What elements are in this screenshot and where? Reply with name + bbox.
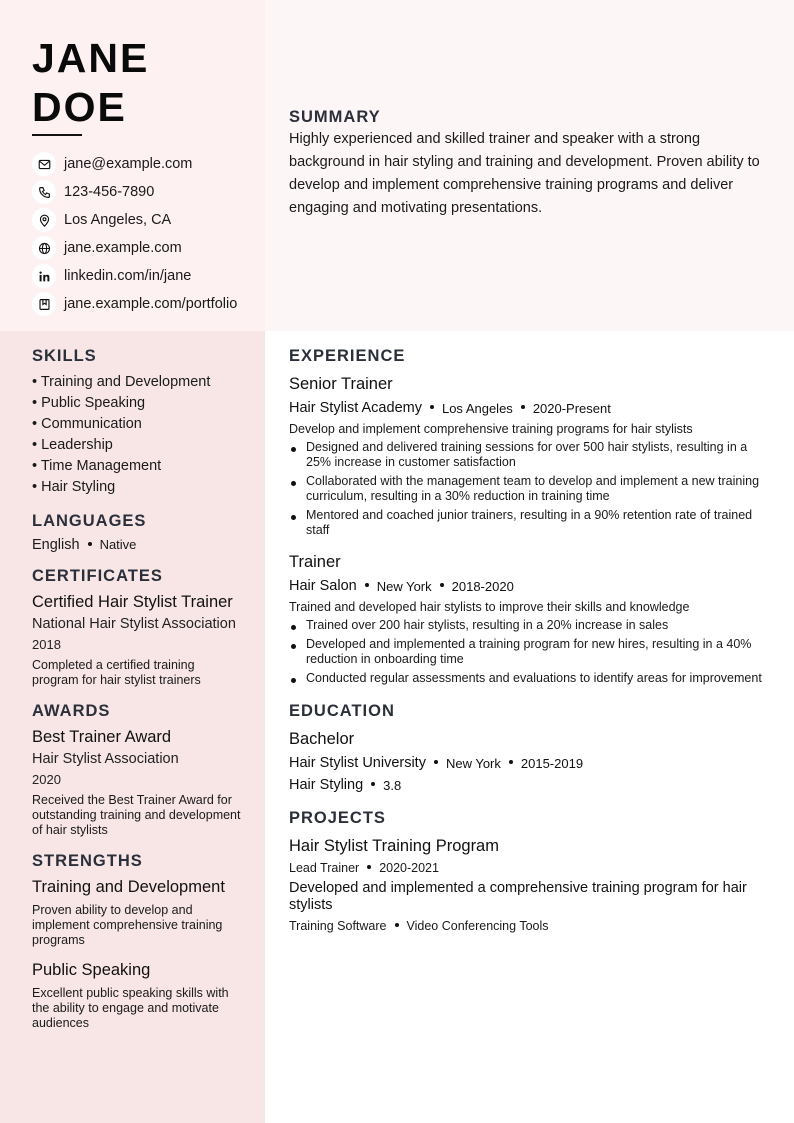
experience-section: [289, 347, 773, 686]
education-gpa: 3.8: [383, 777, 402, 793]
contact-website[interactable]: [32, 234, 237, 262]
education-location: New York: [445, 755, 501, 771]
contact-location: [32, 206, 237, 234]
job-bullet: Developed and implemented a training program for new hires, resulting in a 40% reduction in onboarding time: [289, 637, 773, 667]
project-tools: [289, 919, 773, 933]
contact-website-text: jane.example.com: [64, 240, 182, 256]
award-year: 2020: [32, 772, 61, 787]
job-bullets: [289, 440, 773, 538]
project-role: Lead Trainer: [289, 861, 360, 875]
job-meta: [289, 578, 773, 594]
contact-phone-text: 123-456-7890: [64, 184, 155, 200]
language-level: Native: [99, 537, 137, 552]
project-dates: 2020-2021: [379, 861, 439, 875]
strength-title: Training and Development: [32, 878, 225, 896]
candidate-name: [32, 34, 149, 132]
contact-email-text: jane@example.com: [64, 156, 193, 172]
certificates-heading: CERTIFICATES: [32, 567, 163, 585]
last-name: DOE: [32, 84, 127, 130]
skills-section: [32, 347, 242, 498]
skills-heading: SKILLS: [32, 347, 97, 365]
sidebar-content: [32, 347, 242, 1031]
separator-dot: [365, 583, 369, 587]
name-divider: [32, 134, 82, 136]
contact-list: [32, 150, 237, 318]
job-location: New York: [376, 578, 432, 594]
strength-description: Excellent public speaking skills with the ability to engage and motivate audiences: [32, 986, 229, 1030]
language-name: English: [32, 537, 80, 553]
education-field-meta: [289, 777, 773, 793]
languages-heading: LANGUAGES: [32, 512, 147, 530]
phone-icon: [32, 180, 56, 204]
project-meta: [289, 861, 773, 875]
project-tool: Training Software: [289, 919, 387, 933]
job-company: Hair Salon: [289, 578, 357, 594]
certificate-description: Completed a certified training program for hair stylist trainers: [32, 658, 201, 687]
job-dates: 2018-2020: [451, 578, 514, 594]
job-summary: Develop and implement comprehensive training programs for hair stylists: [289, 422, 693, 436]
job-bullet: Trained over 200 hair stylists, resulting in a 20% increase in sales: [289, 618, 773, 633]
contact-linkedin-text: linkedin.com/in/jane: [64, 268, 192, 284]
separator-dot: [430, 405, 434, 409]
separator-dot: [440, 583, 444, 587]
skill-item: • Training and Development: [32, 374, 211, 390]
project-description: Developed and implemented a comprehensive training program for hair stylists: [289, 880, 747, 913]
contact-portfolio-text: jane.example.com/portfolio: [64, 296, 238, 312]
education-field: Hair Styling: [289, 777, 364, 793]
projects-heading: PROJECTS: [289, 809, 386, 827]
strengths-heading: STRENGTHS: [32, 852, 143, 870]
strength-description: Proven ability to develop and implement comprehensive training programs: [32, 903, 223, 947]
separator-dot: [434, 760, 438, 764]
location-pin-icon: [32, 208, 56, 232]
strength-title: Public Speaking: [32, 961, 151, 979]
language-item: [32, 537, 242, 553]
project-title: Hair Stylist Training Program: [289, 837, 499, 855]
job-bullet: Collaborated with the management team to develop and implement a new training curriculum, resulting in a 30% reduction in training time: [289, 474, 773, 504]
job-bullet: Designed and delivered training sessions for over 500 hair stylists, resulting in a 25% increase in customer satisfaction: [289, 440, 773, 470]
summary-text: Highly experienced and skilled trainer and speaker with a strong background in hair styling and training and development. Proven ability to develop and implement comprehensive training programs and deliver engaging and motivating presentations.: [289, 131, 760, 216]
job-role: Senior Trainer: [289, 375, 393, 393]
education-heading: EDUCATION: [289, 702, 395, 720]
experience-item: [289, 552, 773, 686]
contact-email[interactable]: [32, 150, 237, 178]
skill-item: • Public Speaking: [32, 395, 146, 411]
award-issuer: Hair Stylist Association: [32, 751, 179, 767]
contact-linkedin[interactable]: [32, 262, 237, 290]
job-bullet: Conducted regular assessments and evaluations to identify areas for improvement: [289, 671, 773, 686]
skill-item: • Time Management: [32, 458, 162, 474]
linkedin-icon: [32, 264, 56, 288]
experience-heading: EXPERIENCE: [289, 347, 406, 365]
job-dates: 2020-Present: [532, 400, 611, 416]
education-section: [289, 702, 773, 793]
project-tool: Video Conferencing Tools: [406, 919, 549, 933]
separator-dot: [367, 865, 371, 869]
job-summary: Trained and developed hair stylists to improve their skills and knowledge: [289, 600, 690, 614]
summary-heading: SUMMARY: [289, 108, 381, 126]
education-dates: 2015-2019: [520, 755, 584, 771]
experience-item: [289, 374, 773, 538]
separator-dot: [371, 782, 375, 786]
separator-dot: [88, 542, 92, 546]
award-title: Best Trainer Award: [32, 728, 172, 746]
strengths-section: [32, 852, 242, 1031]
contact-phone[interactable]: [32, 178, 237, 206]
certificate-year: 2018: [32, 637, 61, 652]
languages-section: [32, 512, 242, 553]
summary-section: [289, 108, 773, 220]
contact-portfolio[interactable]: [32, 290, 237, 318]
education-degree: Bachelor: [289, 730, 355, 748]
bookmark-icon: [32, 292, 56, 316]
education-meta: [289, 755, 773, 771]
job-bullets: [289, 618, 773, 686]
award-description: Received the Best Trainer Award for outstanding training and development of hair stylists: [32, 793, 241, 837]
certificate-title: Certified Hair Stylist Trainer: [32, 593, 233, 611]
separator-dot: [395, 923, 399, 927]
skill-item: • Communication: [32, 416, 142, 432]
job-meta: [289, 400, 773, 416]
separator-dot: [509, 760, 513, 764]
job-location: Los Angeles: [441, 400, 513, 416]
skill-item: • Hair Styling: [32, 479, 116, 495]
envelope-icon: [32, 152, 56, 176]
skills-list: [32, 372, 242, 498]
globe-icon: [32, 236, 56, 260]
contact-location-text: Los Angeles, CA: [64, 212, 172, 228]
certificates-section: [32, 567, 242, 688]
first-name: JANE: [32, 35, 150, 81]
job-company: Hair Stylist Academy: [289, 400, 422, 416]
separator-dot: [521, 405, 525, 409]
job-bullet: Mentored and coached junior trainers, resulting in a 90% retention rate of trained staff: [289, 508, 773, 538]
awards-section: [32, 702, 242, 838]
main-content: [289, 347, 773, 933]
job-role: Trainer: [289, 553, 341, 571]
certificate-issuer: National Hair Stylist Association: [32, 616, 236, 632]
projects-section: [289, 809, 773, 933]
education-school: Hair Stylist University: [289, 755, 426, 771]
awards-heading: AWARDS: [32, 702, 111, 720]
skill-item: • Leadership: [32, 437, 113, 453]
